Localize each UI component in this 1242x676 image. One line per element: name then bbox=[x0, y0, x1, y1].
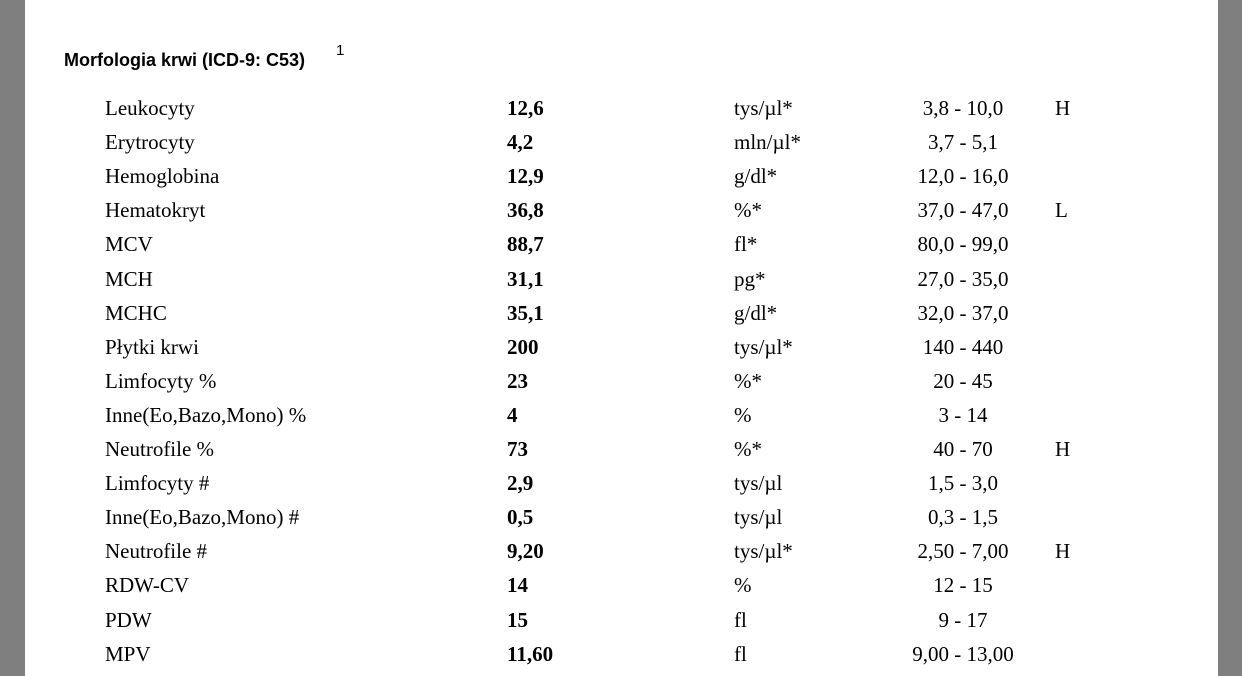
section-title: Morfologia krwi (ICD-9: C53) bbox=[64, 50, 306, 70]
test-unit: tys/µl* bbox=[734, 96, 793, 120]
test-name: Limfocyty # bbox=[105, 471, 210, 496]
test-value: 12,6 bbox=[507, 96, 544, 120]
reference-range: 12 - 15 bbox=[933, 573, 993, 598]
test-name: Inne(Eo,Bazo,Mono) % bbox=[105, 402, 307, 427]
test-unit: fl bbox=[734, 641, 747, 666]
table-row bbox=[25, 573, 1218, 607]
test-unit: %* bbox=[734, 437, 762, 461]
reference-range: 12,0 - 16,0 bbox=[917, 164, 1009, 189]
reference-range: 1,5 - 3,0 bbox=[928, 471, 998, 496]
test-value: 11,60 bbox=[507, 641, 554, 666]
footnote-marker: 1 bbox=[336, 42, 345, 59]
table-row bbox=[25, 301, 1218, 335]
table-row bbox=[25, 505, 1218, 539]
test-unit: tys/µl bbox=[734, 471, 783, 496]
test-unit: g/dl* bbox=[734, 164, 778, 189]
test-name: RDW-CV bbox=[105, 573, 189, 598]
reference-range: 3 - 14 bbox=[938, 402, 988, 427]
abnormal-flag: H bbox=[1055, 437, 1071, 461]
test-name: MCH bbox=[105, 266, 153, 291]
table-row bbox=[25, 267, 1218, 301]
test-unit: tys/µl* bbox=[734, 334, 793, 359]
reference-range: 3,8 - 10,0 bbox=[922, 96, 1004, 120]
table-row bbox=[25, 437, 1218, 471]
table-row bbox=[25, 335, 1218, 369]
test-name: Inne(Eo,Bazo,Mono) # bbox=[105, 505, 300, 530]
table-row bbox=[25, 232, 1218, 266]
table-row bbox=[25, 539, 1218, 573]
test-value: 23 bbox=[507, 368, 528, 393]
test-unit: fl* bbox=[734, 232, 758, 257]
test-name: Płytki krwi bbox=[105, 334, 199, 359]
reference-range: 27,0 - 35,0 bbox=[917, 266, 1009, 291]
test-value: 4 bbox=[507, 402, 518, 427]
reference-range: 0,3 - 1,5 bbox=[928, 505, 998, 530]
test-value: 35,1 bbox=[507, 300, 544, 325]
test-name: MCV bbox=[105, 232, 153, 257]
test-unit: % bbox=[734, 402, 752, 427]
test-unit: tys/µl* bbox=[734, 539, 793, 564]
test-value: 36,8 bbox=[507, 198, 544, 223]
test-name: PDW bbox=[105, 607, 152, 632]
table-row bbox=[25, 130, 1218, 164]
test-name: Erytrocyty bbox=[105, 130, 195, 155]
abnormal-flag: H bbox=[1055, 96, 1071, 120]
test-value: 0,5 bbox=[507, 505, 534, 530]
table-row bbox=[25, 198, 1218, 232]
reference-range: 3,7 - 5,1 bbox=[928, 130, 998, 155]
test-unit: tys/µl bbox=[734, 505, 783, 530]
test-name: MPV bbox=[105, 641, 151, 666]
test-unit: mln/µl* bbox=[734, 130, 801, 155]
test-value: 14 bbox=[507, 573, 528, 598]
test-unit: pg* bbox=[734, 266, 766, 291]
table-row bbox=[25, 471, 1218, 505]
reference-range: 2,50 - 7,00 bbox=[917, 539, 1009, 564]
table-row bbox=[25, 403, 1218, 437]
reference-range: 32,0 - 37,0 bbox=[917, 300, 1009, 325]
test-value: 73 bbox=[507, 437, 528, 461]
reference-range: 140 - 440 bbox=[922, 334, 1004, 359]
test-name: Hematokryt bbox=[105, 198, 206, 223]
test-name: Leukocyty bbox=[105, 96, 195, 120]
test-value: 200 bbox=[507, 334, 539, 359]
reference-range: 20 - 45 bbox=[933, 368, 993, 393]
test-value: 2,9 bbox=[507, 471, 534, 496]
test-value: 9,20 bbox=[507, 539, 544, 564]
test-unit: g/dl* bbox=[734, 300, 778, 325]
table-row bbox=[25, 164, 1218, 198]
document-page bbox=[25, 0, 1218, 676]
reference-range: 40 - 70 bbox=[933, 437, 993, 461]
table-row bbox=[25, 96, 1218, 130]
reference-range: 9,00 - 13,00 bbox=[912, 641, 1014, 666]
test-value: 31,1 bbox=[507, 266, 544, 291]
table-row bbox=[25, 642, 1218, 676]
test-unit: fl bbox=[734, 607, 747, 632]
test-value: 12,9 bbox=[507, 164, 544, 189]
test-value: 4,2 bbox=[507, 130, 534, 155]
test-name: Neutrofile % bbox=[105, 437, 215, 461]
test-value: 15 bbox=[507, 607, 528, 632]
reference-range: 37,0 - 47,0 bbox=[917, 198, 1009, 223]
reference-range: 80,0 - 99,0 bbox=[917, 232, 1009, 257]
reference-range: 9 - 17 bbox=[938, 607, 988, 632]
table-row bbox=[25, 608, 1218, 642]
test-name: MCHC bbox=[105, 300, 167, 325]
test-name: Limfocyty % bbox=[105, 368, 217, 393]
test-unit: %* bbox=[734, 198, 762, 223]
abnormal-flag: L bbox=[1055, 198, 1068, 223]
test-unit: %* bbox=[734, 368, 762, 393]
test-value: 88,7 bbox=[507, 232, 544, 257]
test-name: Neutrofile # bbox=[105, 539, 208, 564]
test-name: Hemoglobina bbox=[105, 164, 220, 189]
test-unit: % bbox=[734, 573, 752, 598]
abnormal-flag: H bbox=[1055, 539, 1071, 564]
table-row bbox=[25, 369, 1218, 403]
